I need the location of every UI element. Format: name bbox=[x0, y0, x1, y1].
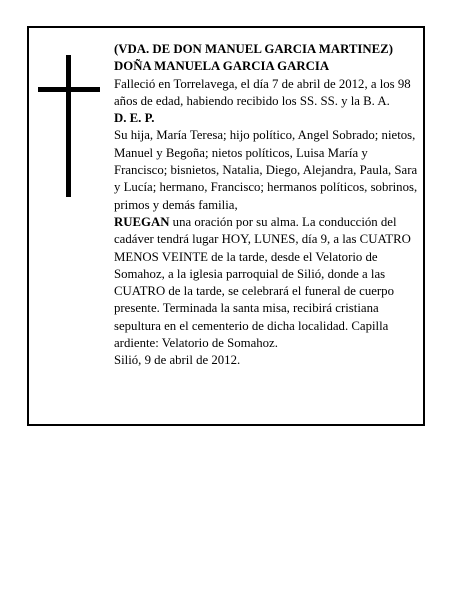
death-info: Falleció en Torrelavega, el día 7 de abril de 2012, a los 98 años de edad, habiendo recibido los SS. SS. y la B. A. bbox=[114, 76, 411, 108]
place-date: Silió, 9 de abril de 2012. bbox=[114, 353, 241, 368]
cross-horizontal-bar bbox=[38, 87, 100, 92]
dep-line: D. E. P. bbox=[114, 111, 155, 126]
cross-vertical-bar bbox=[66, 55, 71, 197]
ruegan-paragraph bbox=[114, 214, 421, 352]
ruegan-label: RUEGAN bbox=[114, 214, 170, 229]
obituary-notice bbox=[27, 26, 425, 426]
ruegan-text: una oración por su alma. La conducción del cadáver tendrá lugar HOY, LUNES, día 9, a las CUATRO MENOS VEINTE de la tarde, desde el Velatorio de Somahoz, a la iglesia parroquial de Silió, donde a las CUATRO de la tarde, se celebrará el funeral de cuerpo presente. Terminada la santa misa, recibirá cristiana sepultura en el cementerio de dicha localidad. Capilla ardiente: Velatorio de Somahoz. bbox=[114, 214, 411, 351]
notice-title-line-1: (VDA. DE DON MANUEL GARCIA MARTINEZ) bbox=[114, 42, 393, 56]
cross-icon bbox=[38, 55, 100, 197]
notice-text bbox=[114, 41, 421, 370]
notice-title-line-2: DOÑA MANUELA GARCIA GARCIA bbox=[114, 59, 330, 74]
family-list: Su hija, María Teresa; hijo político, Angel Sobrado; nietos, Manuel y Begoña; nietos políticos, Luisa María y Francisco; bisnietos, Natalia, Diego, Alejandra, Paula, Sara y Lucía; hermano, Francisco; hermanos políticos, sobrinos, primos y demás familia, bbox=[114, 128, 418, 212]
